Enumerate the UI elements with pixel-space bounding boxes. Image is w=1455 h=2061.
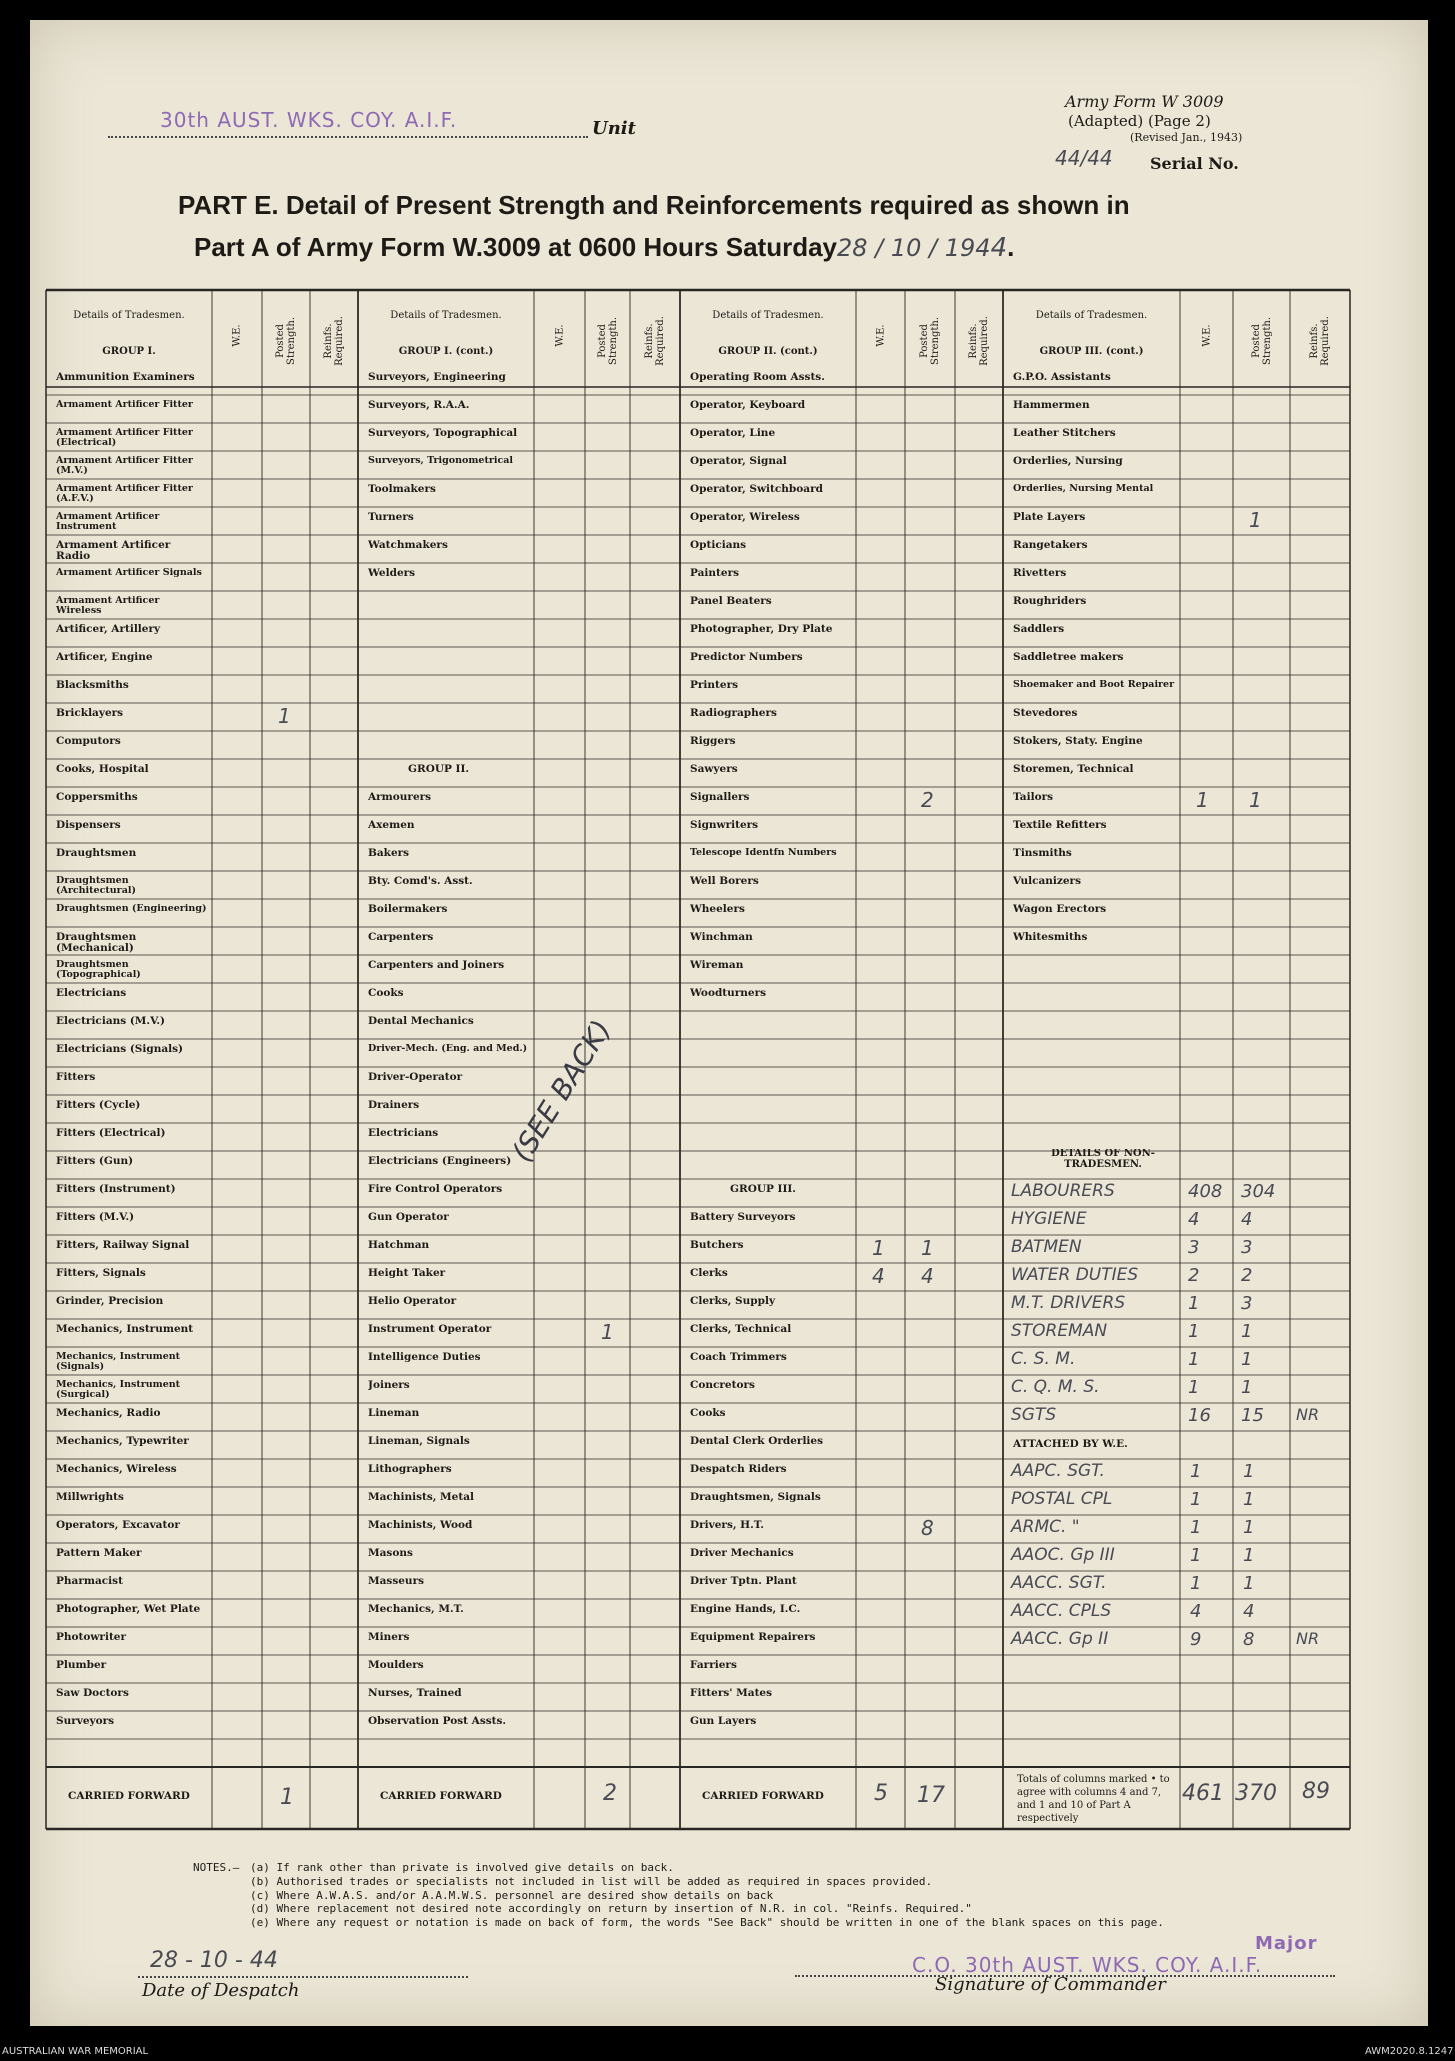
trade-row-label: Rivetters (1013, 568, 1067, 579)
trade-row-label: Pattern Maker (56, 1548, 142, 1559)
trade-row-label: Tinsmiths (1013, 848, 1072, 859)
trade-row-label: Signwriters (690, 820, 759, 831)
trade-row-label: Clerks, Technical (690, 1324, 792, 1335)
trade-row-label: Mechanics, Instrument (Signals) (56, 1352, 181, 1372)
trade-row-label: Telescope Identfn Numbers (690, 848, 837, 858)
trade-row-label: Well Borers (690, 876, 759, 887)
title-end: . (1007, 232, 1015, 262)
cf2-posted: 2 (603, 1781, 617, 1806)
non-tradesman-we: 3 (1188, 1237, 1200, 1258)
trade-row-label: Draughtsmen (Architectural) (56, 876, 136, 896)
trade-row-label: Mechanics, Instrument (56, 1324, 194, 1335)
non-tradesman-name: WATER DUTIES (1011, 1265, 1139, 1285)
cf3-posted: 17 (917, 1783, 945, 1808)
non-tradesman-name: M.T. DRIVERS (1011, 1293, 1126, 1313)
co-stamp: C.O. 30th AUST. WKS. COY. A.I.F. (912, 1953, 1263, 1977)
attached-we: 9 (1190, 1629, 1202, 1650)
trade-row-label: Equipment Repairers (690, 1632, 816, 1643)
trade-row-label: Miners (368, 1632, 410, 1643)
trade-row-label: Machinists, Metal (368, 1492, 474, 1503)
carried-forward-label: CARRIED FORWARD (68, 1791, 190, 1802)
non-tradesman-we: 1 (1188, 1377, 1200, 1398)
trade-row-label: Stokers, Staty. Engine (1013, 736, 1143, 747)
trade-row-label: Mechanics, Instrument (Surgical) (56, 1380, 181, 1400)
trade-row-label: Winchman (690, 932, 753, 943)
non-tradesman-we: 1 (1188, 1293, 1200, 1314)
carried-forward-label: CARRIED FORWARD (702, 1791, 824, 1802)
trade-row-label: Orderlies, Nursing Mental (1013, 484, 1154, 494)
trade-row-label: Woodturners (690, 988, 767, 999)
trade-row-label: Surveyors (56, 1716, 115, 1727)
totals-note: Totals of columns marked • to agree with columns 4 and 7, and 1 and 10 of Part A respectively (1017, 1774, 1170, 1824)
trade-row-label: Armament Artificer Fitter (A.F.V.) (56, 484, 193, 504)
trade-row-label: Armament Artificer Fitter (56, 400, 193, 410)
trade-row-label: Electricians (368, 1128, 439, 1139)
attached-we: 1 (1190, 1545, 1202, 1566)
trade-row-label: Bakers (368, 848, 410, 859)
attached-posted: 1 (1243, 1461, 1255, 1482)
trade-row-label: Electricians (Engineers) (368, 1156, 512, 1167)
trade-row-label: Printers (690, 680, 739, 691)
despatch-date: 28 - 10 - 44 (150, 1948, 278, 1973)
trade-row-label: Leather Stitchers (1013, 428, 1116, 439)
attached-we: 1 (1190, 1489, 1202, 1510)
trade-row-label: Clerks, Supply (690, 1296, 776, 1307)
trade-row-label: Panel Beaters (690, 596, 772, 607)
trade-row-label: Photographer, Wet Plate (56, 1604, 201, 1615)
despatch-line (138, 1976, 468, 1978)
trade-row-label: Opticians (690, 540, 747, 551)
column-header-posted: Posted Strength. (596, 316, 619, 366)
trade-row-label: Joiners (368, 1380, 410, 1391)
attached-name: AACC. Gp II (1011, 1629, 1109, 1649)
instrument-operator-posted: 1 (601, 1320, 614, 1344)
trade-row-label: Riggers (690, 736, 736, 747)
title-year-digit: 4 (990, 233, 1008, 263)
column-header-details: Details of Tradesmen. (1035, 310, 1148, 321)
non-tradesman-we: 1 (1188, 1321, 1200, 1342)
trade-row-label: Carpenters (368, 932, 434, 943)
page-title-line1: PART E. Detail of Present Strength and Reinforcements required as shown in (178, 190, 1130, 220)
trade-row-label: Gun Layers (690, 1716, 757, 1727)
non-tradesman-posted: 304 (1241, 1181, 1276, 1202)
trade-row-label: Butchers (690, 1240, 744, 1251)
signature-label: Signature of Commander (935, 1974, 1166, 1995)
trade-row-label: Watchmakers (368, 540, 448, 551)
non-tradesman-posted: 15 (1241, 1405, 1264, 1426)
note-line: (d) Where replacement not desired note accordingly on return by insertion of N.R. in col. "Reinfs. Required." (250, 1902, 972, 1916)
trade-row-label: Boilermakers (368, 904, 448, 915)
trade-row-label: Fitters (M.V.) (56, 1212, 135, 1223)
non-tradesman-reinf: NR (1296, 1405, 1320, 1424)
form-name: Army Form W 3009 (1065, 92, 1224, 111)
trade-row-label: Draughtsmen (Topographical) (56, 960, 141, 980)
trade-row-label: Surveyors, Topographical (368, 428, 518, 439)
signallers-posted: 2 (921, 788, 934, 812)
trade-row-label: Intelligence Duties (368, 1352, 481, 1363)
credit-right: AWM2020.8.1247 (1365, 2046, 1454, 2057)
trade-row-label: Hatchman (368, 1240, 430, 1251)
trade-row-label: Nurses, Trained (368, 1688, 462, 1699)
trade-row-label: G.P.O. Assistants (1013, 372, 1111, 383)
attached-name: AACC. SGT. (1011, 1573, 1107, 1593)
trade-row-label: Radiographers (690, 708, 777, 719)
non-tradesman-we: 408 (1188, 1181, 1223, 1202)
serial-number-value: 44/44 (1055, 146, 1113, 170)
title-date: 28 / 10 / 194 (837, 234, 991, 262)
column-header-group: GROUP I. (cont.) (398, 346, 494, 357)
column-header-reinfs: Reinfs. Required. (1309, 316, 1331, 366)
trade-row-label: Blacksmiths (56, 680, 129, 691)
trade-row-label: Rangetakers (1013, 540, 1088, 551)
serial-number-label: Serial No. (1150, 154, 1239, 173)
trade-row-label: Driver-Mech. (Eng. and Med.) (368, 1044, 528, 1054)
trade-row-label: Coppersmiths (56, 792, 138, 803)
trade-row-label: Armament Artificer Instrument (56, 512, 160, 532)
trade-row-label: Millwrights (56, 1492, 124, 1503)
trade-row-label: Orderlies, Nursing (1013, 456, 1123, 467)
trade-row-label: Computors (56, 736, 121, 747)
trade-row-label: Cooks (690, 1408, 726, 1419)
non-tradesman-posted: 1 (1241, 1349, 1253, 1370)
trade-row-label: Artificer, Artillery (56, 624, 161, 635)
credit-left: AUSTRALIAN WAR MEMORIAL (2, 2046, 149, 2057)
trade-row-label: Electricians (M.V.) (56, 1016, 166, 1027)
trade-row-label: Painters (690, 568, 740, 579)
note-line: (a) If rank other than private is involved give details on back. (250, 1861, 674, 1874)
column-header-we: W.E. (554, 324, 565, 347)
trade-row-label: Surveyors, Engineering (368, 372, 506, 383)
non-tradesman-posted: 3 (1241, 1237, 1253, 1258)
trade-row-label: Fitters' Mates (690, 1688, 773, 1699)
column-header-group: GROUP I. (102, 346, 156, 357)
trade-row-label: Engine Hands, I.C. (690, 1604, 801, 1615)
note-line: (b) Authorised trades or specialists not included in list will be added as required in spaces provided. (250, 1874, 933, 1888)
form-revised: (Revised Jan., 1943) (1130, 131, 1243, 144)
trade-row-label: Masseurs (368, 1576, 425, 1587)
non-tradesman-posted: 1 (1241, 1377, 1253, 1398)
column-header-posted: Posted Strength. (919, 316, 941, 366)
unit-stamp: 30th AUST. WKS. COY. A.I.F. (160, 108, 458, 132)
trade-row-label: Drainers (368, 1100, 420, 1111)
trade-row-label: Electricians (56, 988, 127, 999)
non-tradesman-name: SGTS (1011, 1405, 1057, 1425)
butchers-posted: 1 (921, 1236, 934, 1260)
total-posted: 370 (1235, 1781, 1277, 1806)
attached-name: POSTAL CPL (1011, 1489, 1113, 1509)
trade-row-label: Armament Artificer Radio (56, 540, 171, 563)
title-text: Part A of Army Form W.3009 at 0600 Hours Saturday (194, 232, 837, 262)
attached-name: AAPC. SGT. (1011, 1461, 1105, 1481)
non-tradesman-we: 2 (1188, 1265, 1200, 1286)
trade-row-label: Machinists, Wood (368, 1520, 473, 1531)
trade-row-label: Moulders (368, 1660, 424, 1671)
trade-row-label: Photowriter (56, 1632, 127, 1643)
clerks-posted: 4 (921, 1264, 934, 1288)
trade-row-label: Masons (368, 1548, 413, 1559)
column-header-details: Details of Tradesmen. (390, 310, 502, 321)
trade-row-label: Operator, Keyboard (690, 400, 806, 411)
total-reinf: 89 (1302, 1779, 1330, 1804)
trade-row-label: Coach Trimmers (690, 1352, 787, 1363)
trade-row-label: Draughtsmen, Signals (690, 1492, 821, 1503)
attached-posted: 1 (1243, 1489, 1255, 1510)
trade-row-label: Lithographers (368, 1464, 452, 1475)
column-header-posted: Posted Strength. (1250, 316, 1273, 366)
trade-row-label: Draughtsmen (56, 848, 137, 859)
trade-row-label: Drivers, H.T. (690, 1520, 764, 1531)
trade-row-label: Ammunition Examiners (56, 372, 195, 383)
attached-we: 1 (1190, 1517, 1202, 1538)
attached-reinf: NR (1296, 1629, 1320, 1648)
trade-row-label: Observation Post Assts. (368, 1716, 507, 1727)
trade-row-label: Height Taker (368, 1268, 446, 1279)
trade-row-label: Fitters, Signals (56, 1268, 146, 1279)
trade-row-label: Hammermen (1013, 400, 1090, 411)
attached-posted: 1 (1243, 1545, 1255, 1566)
column-header-group: GROUP II. (cont.) (718, 346, 818, 357)
trade-row-label: Operating Room Assts. (690, 372, 825, 383)
trade-row-label: Dispensers (56, 820, 121, 831)
trade-row-label: Draughtsmen (Mechanical) (56, 932, 137, 955)
trade-row-label: Despatch Riders (690, 1464, 787, 1475)
trade-row-label: Bricklayers (56, 708, 124, 719)
trade-row-label: Saddlers (1013, 624, 1065, 635)
trade-row-label: Battery Surveyors (690, 1212, 796, 1223)
trade-row-label: Predictor Numbers (690, 652, 803, 663)
non-tradesman-name: C. S. M. (1011, 1349, 1076, 1369)
trade-row-label: Vulcanizers (1013, 876, 1082, 887)
see-back-note: (SEE BACK) (505, 1014, 618, 1168)
column-header-posted: Posted Strength. (275, 316, 297, 366)
trade-row-label: Fitters (56, 1072, 96, 1083)
trade-row-label: Mechanics, Wireless (56, 1464, 177, 1475)
trade-row-label: Driver-Operator (368, 1072, 463, 1083)
non-tradesman-posted: 3 (1241, 1293, 1253, 1314)
trade-row-label: Turners (368, 512, 414, 523)
attached-heading: ATTACHED BY W.E. (1013, 1439, 1128, 1450)
non-tradesmen-heading: DETAILS OF NON-TRADESMEN. (1051, 1149, 1155, 1170)
trade-row-label: Operator, Signal (690, 456, 787, 467)
non-tradesman-name: HYGIENE (1011, 1209, 1087, 1229)
non-tradesman-name: C. Q. M. S. (1011, 1377, 1100, 1397)
trade-row-label: Mechanics, M.T. (368, 1604, 464, 1615)
column-header-we: W.E. (231, 324, 243, 347)
column-header-reinfs: Reinfs. Required. (968, 316, 990, 366)
trade-row-label: Plumber (56, 1660, 107, 1671)
trade-row-label: Mechanics, Typewriter (56, 1436, 189, 1447)
attached-posted: 1 (1243, 1517, 1255, 1538)
trade-row-label: Textile Refitters (1013, 820, 1107, 831)
non-tradesman-name: STOREMAN (1011, 1321, 1108, 1341)
trade-row-label: Driver Mechanics (690, 1548, 794, 1559)
trade-row-label: Operator, Switchboard (690, 484, 823, 495)
trade-row-label: Fitters (Cycle) (56, 1100, 141, 1111)
clerks-we: 4 (872, 1264, 885, 1288)
trade-row-label: Fitters (Instrument) (56, 1184, 176, 1195)
trade-row-label: Lineman, Signals (368, 1436, 470, 1447)
attached-posted: 8 (1243, 1629, 1255, 1650)
carried-forward-label: CARRIED FORWARD (380, 1791, 502, 1802)
unit-label: Unit (592, 118, 636, 139)
notes-block (193, 1861, 239, 1875)
major-stamp: Major (1255, 1933, 1318, 1954)
column-header-details: Details of Tradesmen. (712, 310, 824, 321)
drivers-ht-posted: 8 (921, 1516, 934, 1540)
trade-row-label: Operator, Wireless (690, 512, 800, 523)
non-tradesman-we: 16 (1188, 1405, 1211, 1426)
cf3-we: 5 (874, 1781, 888, 1806)
trade-row-label: Pharmacist (56, 1576, 123, 1587)
trade-row-label: Sawyers (690, 764, 738, 775)
column-header-group: GROUP III. (cont.) (1039, 346, 1144, 357)
trade-row-label: Draughtsmen (Engineering) (56, 904, 207, 914)
column-header-we: W.E. (1201, 324, 1212, 347)
non-tradesman-posted: 1 (1241, 1321, 1253, 1342)
column-header-details: Details of Tradesmen. (73, 310, 185, 321)
trade-row-label: Concretors (690, 1380, 755, 1391)
attached-name: ARMC. " (1011, 1517, 1080, 1537)
trade-row-label: Wagon Erectors (1013, 904, 1107, 915)
trade-row-label: Surveyors, Trigonometrical (368, 456, 514, 466)
despatch-label: Date of Despatch (142, 1980, 300, 2001)
attached-name: AAOC. Gp III (1011, 1545, 1115, 1565)
non-tradesman-name: BATMEN (1011, 1237, 1082, 1257)
trade-row-label: Dental Mechanics (368, 1016, 474, 1027)
trade-row-label: Stevedores (1013, 708, 1078, 719)
attached-posted: 1 (1243, 1573, 1255, 1594)
trade-row-label: Gun Operator (368, 1212, 449, 1223)
trade-row-label: Cooks, Hospital (56, 764, 149, 775)
trade-row-label: Toolmakers (368, 484, 436, 495)
trade-row-label: Signallers (690, 792, 750, 803)
trade-row-label: Driver Tptn. Plant (690, 1576, 797, 1587)
trade-row-label: Mechanics, Radio (56, 1408, 161, 1419)
non-tradesman-posted: 4 (1241, 1209, 1253, 1230)
trade-row-label: Whitesmiths (1013, 932, 1088, 943)
trade-row-label: Electricians (Signals) (56, 1044, 184, 1055)
note-line: (c) Where A.W.A.S. and/or A.A.M.W.S. personnel are desired show details on back (250, 1888, 774, 1902)
trade-row-label: Cooks (368, 988, 404, 999)
trade-row-label: Photographer, Dry Plate (690, 624, 833, 635)
tailors-we: 1 (1196, 788, 1209, 812)
form-adapted: (Adapted) (Page 2) (1068, 112, 1211, 130)
cf1-posted: 1 (280, 1785, 294, 1810)
notes-lines (250, 1861, 1164, 1930)
attached-posted: 4 (1243, 1601, 1255, 1622)
group-heading: GROUP III. (730, 1184, 796, 1195)
column-header-reinfs: Reinfs. Required. (323, 316, 345, 366)
trade-row-label: Operators, Excavator (56, 1520, 180, 1531)
trade-row-label: Artificer, Engine (56, 652, 153, 663)
trade-row-label: Fitters (Electrical) (56, 1128, 166, 1139)
trade-row-label: Fitters (Gun) (56, 1156, 134, 1167)
group-heading: GROUP II. (408, 764, 470, 775)
trade-row-label: Tailors (1013, 792, 1054, 803)
column-header-we: W.E. (875, 324, 886, 347)
trade-row-label: Operator, Line (690, 428, 776, 439)
trade-row-label: Bty. Comd's. Asst. (368, 876, 473, 887)
non-tradesman-name: LABOURERS (1011, 1181, 1115, 1201)
trade-row-label: Clerks (690, 1268, 728, 1279)
non-tradesman-we: 4 (1188, 1209, 1200, 1230)
non-tradesman-we: 1 (1188, 1349, 1200, 1370)
attached-name: AACC. CPLS (1011, 1601, 1112, 1621)
plate-layers-posted: 1 (1249, 508, 1262, 532)
trade-row-label: Saw Doctors (56, 1688, 129, 1699)
trade-row-label: Armourers (368, 792, 432, 803)
trade-row-label: Instrument Operator (368, 1324, 492, 1335)
column-header-reinfs: Reinfs. Required. (644, 316, 666, 366)
trade-row-label: Saddletree makers (1013, 652, 1124, 663)
attached-we: 4 (1190, 1601, 1202, 1622)
trade-row-label: Welders (368, 568, 416, 579)
trade-row-label: Lineman (368, 1408, 420, 1419)
trade-row-label: Wireman (690, 960, 744, 971)
trade-row-label: Armament Artificer Fitter (M.V.) (56, 456, 193, 476)
total-we: 461 (1182, 1781, 1224, 1806)
butchers-we: 1 (872, 1236, 885, 1260)
trade-row-label: Roughriders (1013, 596, 1087, 607)
trade-row-label: Armament Artificer Signals (56, 568, 202, 578)
trade-row-label: Grinder, Precision (56, 1296, 164, 1307)
trade-row-label: Fire Control Operators (368, 1184, 503, 1195)
trade-row-label: Shoemaker and Boot Repairer (1013, 680, 1175, 690)
attached-we: 1 (1190, 1461, 1202, 1482)
trade-row-label: Helio Operator (368, 1296, 457, 1307)
trade-row-label: Farriers (690, 1660, 737, 1671)
bricklayers-posted: 1 (278, 704, 291, 728)
trade-row-label: Axemen (368, 820, 415, 831)
trade-row-label: Wheelers (690, 904, 745, 915)
trade-row-label: Armament Artificer Fitter (Electrical) (56, 428, 193, 448)
trade-row-label: Storemen, Technical (1013, 764, 1134, 775)
tailors-posted: 1 (1249, 788, 1262, 812)
note-line: (e) Where any request or notation is made on back of form, the words "See Back" should be written in one of the blank spaces on this page. (250, 1916, 1164, 1929)
non-tradesman-posted: 2 (1241, 1265, 1253, 1286)
trade-row-label: Dental Clerk Orderlies (690, 1436, 824, 1447)
trade-row-label: Carpenters and Joiners (368, 960, 505, 971)
attached-we: 1 (1190, 1573, 1202, 1594)
trade-row-label: Surveyors, R.A.A. (368, 400, 470, 411)
notes-label: NOTES.— (193, 1861, 240, 1874)
trade-row-label: Fitters, Railway Signal (56, 1240, 190, 1251)
trade-row-label: Plate Layers (1013, 512, 1086, 523)
trade-row-label: Armament Artificer Wireless (56, 596, 160, 616)
